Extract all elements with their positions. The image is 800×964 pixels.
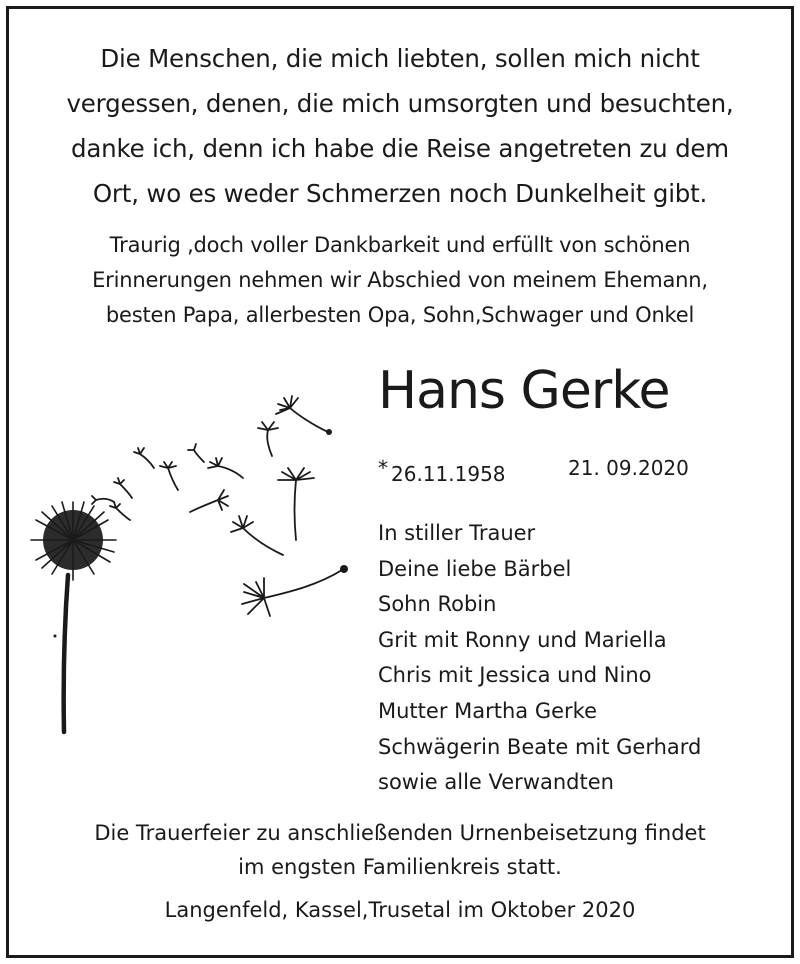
dandelion-icon <box>28 370 358 740</box>
mourners-list <box>378 516 701 801</box>
mourner-line: sowie alle Verwandten <box>378 770 614 795</box>
mourner-line: Mutter Martha Gerke <box>378 698 597 723</box>
mourner-line: Deine liebe Bärbel <box>378 556 572 581</box>
birth-date: 26.11.1958 <box>391 462 506 486</box>
intro-line: besten Papa, allerbesten Opa, Sohn,Schwager und Onkel <box>105 303 695 327</box>
poem-line: danke ich, denn ich habe die Reise angetreten zu dem <box>71 134 729 163</box>
mourner-line: Sohn Robin <box>378 592 497 617</box>
intro-line: Erinnerungen nehmen wir Abschied von meinem Ehemann, <box>92 268 708 292</box>
death-date: 21. 09.2020 <box>568 456 689 480</box>
mourner-line: Chris mit Jessica und Nino <box>378 663 652 688</box>
ceremony-note <box>30 816 770 884</box>
intro-line: Traurig ,doch voller Dankbarkeit und erfüllt von schönen <box>109 233 691 257</box>
ceremony-line: Die Trauerfeier zu anschließenden Urnenbeisetzung findet <box>94 821 706 845</box>
poem-line: vergessen, denen, die mich umsorgten und besuchten, <box>66 89 734 118</box>
deceased-name: Hans Gerke <box>378 361 670 421</box>
ceremony-line: im engsten Familienkreis statt. <box>238 855 562 879</box>
place-and-date: Langenfeld, Kassel,Trusetal im Oktober 2020 <box>164 898 636 922</box>
birth-date-row <box>378 454 506 488</box>
poem-line: Ort, wo es weder Schmerzen noch Dunkelheit gibt. <box>92 179 708 208</box>
birth-symbol: * <box>378 456 388 480</box>
poem-line: Die Menschen, die mich liebten, sollen mich nicht <box>100 44 700 73</box>
poem <box>30 36 770 216</box>
mourner-line: In stiller Trauer <box>378 521 536 545</box>
farewell-intro <box>30 228 770 333</box>
mourner-line: Grit mit Ronny und Mariella <box>378 627 667 652</box>
mourner-line: Schwägerin Beate mit Gerhard <box>378 734 702 759</box>
